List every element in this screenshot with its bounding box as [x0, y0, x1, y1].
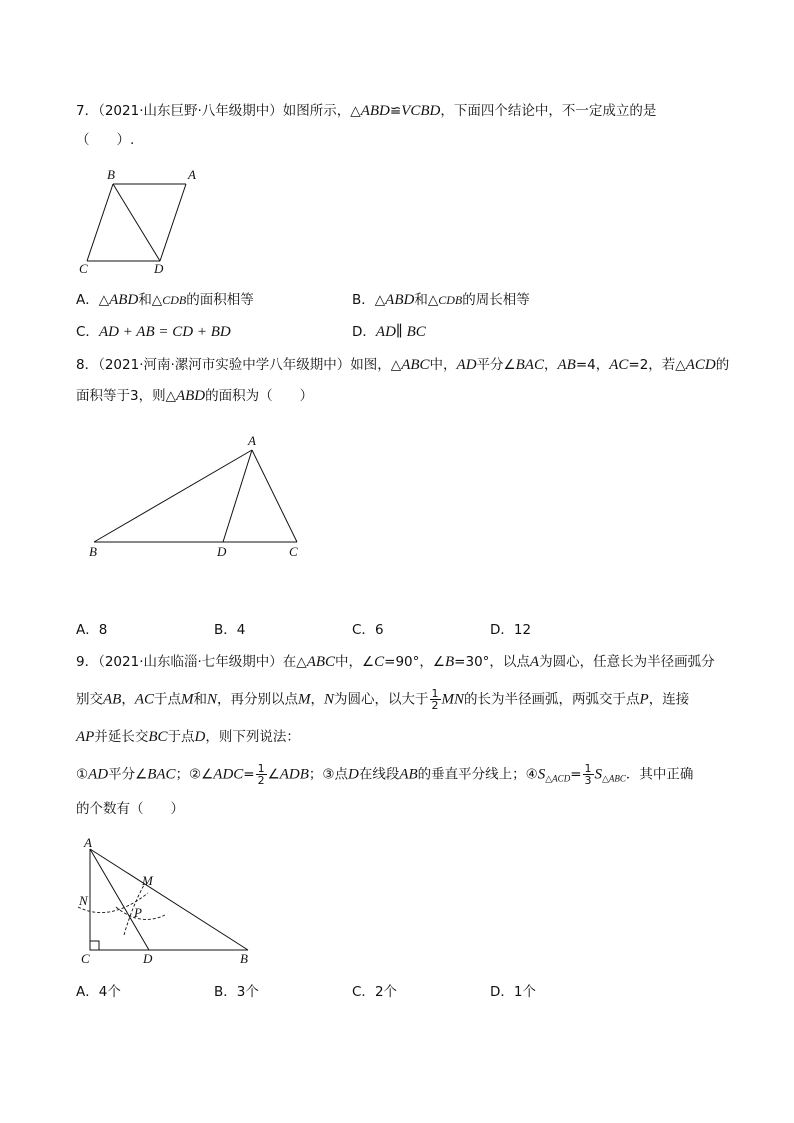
q9-seg-AB: [90, 849, 248, 950]
q9-text: 的垂直平分线上；④: [417, 766, 538, 783]
q9-text: B: [445, 654, 455, 670]
fraction-half: [256, 763, 267, 786]
option-letter: D．: [490, 622, 514, 638]
q9-text: N: [324, 691, 335, 708]
q7-label-C: C: [79, 261, 88, 276]
q7-option-a[interactable]: [76, 290, 254, 310]
q9-seg-AD: [90, 849, 149, 950]
q8-text: 的面积为（ ）: [205, 388, 314, 404]
q9-text: 在线段: [358, 766, 400, 783]
q9-text: N: [207, 691, 218, 708]
option-letter: D．: [490, 984, 514, 1000]
q8-seg-AB: [94, 450, 252, 542]
q9-text: ADB: [279, 766, 309, 783]
congruent-symbol: ≌: [389, 103, 402, 119]
q8-seg-AC: [252, 450, 297, 542]
q9-text: ，: [121, 691, 135, 708]
q9-label-C: C: [81, 951, 90, 966]
q9-text: MN: [441, 691, 465, 708]
q9-text: 中，∠: [335, 654, 375, 670]
q9-text: ABC: [306, 654, 336, 670]
q8-label-B: B: [89, 544, 97, 559]
triangle-symbol: △: [374, 292, 386, 308]
q9-text: ．其中正确: [625, 766, 694, 783]
q7-label-D: D: [154, 261, 164, 276]
q9-text: =: [570, 766, 582, 783]
q9-source: （2021·山东临淄·七年级期中）: [98, 654, 283, 670]
fraction-numerator: 1: [257, 762, 265, 775]
q8-label-D: D: [217, 544, 227, 559]
q7-label-A: A: [188, 167, 196, 182]
q9-statements-line: [76, 763, 693, 789]
option-text: CDB: [162, 293, 187, 307]
q8-text: 中，: [429, 357, 457, 373]
q7-option-d[interactable]: [352, 322, 426, 342]
q9-text: =90°，∠: [384, 654, 445, 670]
q9-stem-line5: 的个数有（ ）: [76, 801, 184, 817]
q8-abd: ABD: [175, 388, 206, 404]
q9-text: =: [243, 766, 255, 783]
option-text: 1个: [513, 984, 536, 1000]
q9-option-b[interactable]: [214, 982, 259, 1002]
q9-text: BC: [148, 729, 168, 745]
option-text: ABD: [109, 292, 139, 308]
q9-text: 别交: [76, 691, 103, 708]
q9-text: AC: [134, 691, 154, 708]
q9-text: P: [639, 691, 649, 708]
q7-paren: （ ）.: [76, 132, 135, 148]
q9-text: =30°，以点: [454, 654, 530, 670]
q9-text: A: [529, 654, 540, 670]
q8-ab: AB: [557, 357, 576, 373]
q8-option-c[interactable]: [352, 620, 384, 640]
option-text: 6: [374, 622, 384, 638]
q9-label-D: D: [143, 951, 153, 966]
q7-seg-BD: [113, 184, 160, 261]
q8-text: 的: [715, 357, 730, 373]
option-text: CDB: [438, 293, 463, 307]
q9-text: AB: [103, 691, 122, 708]
q7-figure: [70, 165, 210, 275]
q9-text: ，再分别以点: [217, 691, 299, 708]
q9-label-A: A: [84, 835, 92, 850]
option-text: 2个: [374, 984, 398, 1000]
q9-text: C: [374, 654, 385, 670]
q9-option-c[interactable]: [352, 982, 397, 1002]
q7-stem-line1: [76, 101, 656, 121]
q8-label-C: C: [289, 544, 298, 559]
q8-option-b[interactable]: [214, 620, 245, 640]
q9-figure: [70, 835, 270, 970]
q9-text: 为圆心，以大于: [334, 691, 429, 708]
q7-source: （2021·山东巨野·八年级期中）: [98, 103, 283, 119]
fraction-third: [583, 763, 594, 786]
q8-stem-line2: [76, 386, 313, 406]
q8-ac: AC: [609, 357, 629, 373]
q9-label-N: N: [79, 893, 88, 908]
fraction-half: [430, 688, 441, 711]
q9-text: ；②∠: [175, 766, 214, 783]
q9-text: AB: [399, 766, 418, 783]
q8-acd: ACD: [685, 357, 716, 373]
q9-text: 并延长交: [94, 729, 149, 745]
q7-stem-text-2: ，下面四个结论中，不一定成立的是: [440, 103, 657, 119]
q9-text: 为圆心，任意长为半径画弧分: [539, 654, 715, 670]
q7-option-b[interactable]: [352, 290, 530, 310]
q9-stem-line3: [76, 727, 300, 747]
q9-text: ；③点: [308, 766, 348, 783]
q9-label-P: P: [134, 905, 142, 920]
fraction-denominator: 2: [431, 699, 439, 712]
q9-text: ADC: [213, 766, 244, 783]
option-text: ABD: [385, 292, 415, 308]
option-text: 的周长相等: [462, 292, 530, 308]
q8-source: （2021·河南·漯河市实验中学八年级期中）: [98, 357, 351, 373]
option-letter: A．: [76, 292, 99, 308]
q9-label-M: M: [142, 873, 153, 888]
fraction-denominator: 3: [584, 774, 592, 787]
q9-option-a[interactable]: [76, 982, 121, 1002]
option-text: 8: [98, 622, 108, 638]
option-text: 12: [513, 622, 532, 638]
option-letter: B．: [214, 622, 237, 638]
q9-text: ，则下列说法：: [205, 729, 300, 745]
q7-seg-AD: [160, 184, 186, 261]
q9-text: M: [298, 691, 311, 708]
q9-option-d[interactable]: [490, 982, 536, 1002]
option-text: AD + AB = CD + BD: [98, 324, 231, 340]
option-text: 的面积相等: [186, 292, 254, 308]
q9-text: S: [594, 766, 602, 783]
option-letter: B．: [352, 292, 375, 308]
q9-stem-line1: [76, 652, 715, 672]
option-letter: C．: [76, 324, 99, 340]
fraction-denominator: 2: [257, 774, 265, 787]
q9-label-B: B: [240, 951, 248, 966]
q8-figure: [80, 430, 320, 570]
right-angle-mark: [90, 941, 99, 950]
q8-bac: BAC: [515, 357, 544, 373]
option-text: AD∥ BC: [375, 324, 426, 340]
option-text: 4个: [98, 984, 121, 1000]
q8-label-A: A: [248, 433, 256, 448]
q7-seg-BC: [87, 184, 113, 261]
q9-text: ∠: [267, 766, 280, 783]
option-letter: A．: [76, 622, 99, 638]
q9-stem-line2: [76, 688, 689, 711]
q8-stem-line1: [76, 355, 729, 375]
q9-text: BAC: [147, 766, 176, 783]
q7-vcbd: VCBD: [401, 103, 441, 119]
q9-text: 和: [193, 691, 207, 708]
option-letter: A．: [76, 984, 99, 1000]
q7-abd: ABD: [360, 103, 390, 119]
q9-text: 的长为半径画弧，两弧交于点: [464, 691, 640, 708]
q8-option-a[interactable]: [76, 620, 107, 640]
q8-text: 如图，△: [350, 357, 402, 373]
option-text: 4: [236, 622, 246, 638]
option-letter: C．: [352, 622, 375, 638]
q9-text: ①: [76, 766, 89, 783]
q9-text: 于点: [154, 691, 181, 708]
q9-text: 平分∠: [108, 766, 148, 783]
q9-text: AP: [76, 729, 95, 745]
q8-text: 面积等于3，则△: [76, 388, 176, 404]
q7-number: 7．: [76, 103, 99, 119]
option-text: 3个: [236, 984, 259, 1000]
q9-subscript: △ACD: [545, 773, 571, 784]
q9-text: ，连接: [648, 691, 690, 708]
triangle-symbol: △: [350, 103, 361, 119]
q9-text: 在△: [282, 654, 307, 670]
q8-number: 8．: [76, 357, 99, 373]
q8-text: 平分∠: [476, 357, 516, 373]
q9-text: D: [347, 766, 359, 783]
q9-text: AD: [88, 766, 109, 783]
q8-abc: ABC: [401, 357, 430, 373]
q8-text: =2，若△: [628, 357, 686, 373]
option-letter: B．: [214, 984, 237, 1000]
q8-text: =4，: [575, 357, 610, 373]
q9-subscript: △ABC: [602, 773, 626, 784]
triangle-symbol: △: [98, 292, 110, 308]
q9-text: M: [181, 691, 194, 708]
option-letter: D．: [352, 324, 376, 340]
q7-option-c[interactable]: [76, 322, 231, 342]
fraction-numerator: 1: [584, 762, 592, 775]
q7-stem-text: 如图所示，: [282, 103, 351, 119]
option-text: 和△: [414, 292, 439, 308]
q9-text: D: [194, 729, 206, 745]
q9-text: S: [537, 766, 546, 783]
q9-text: 于点: [167, 729, 195, 745]
q8-ad: AD: [456, 357, 477, 373]
q9-number: 9．: [76, 654, 99, 670]
q9-text: ，: [310, 691, 325, 708]
option-text: 和△: [138, 292, 163, 308]
fraction-numerator: 1: [431, 687, 439, 700]
option-letter: C．: [352, 984, 375, 1000]
q8-option-d[interactable]: [490, 620, 531, 640]
q8-text: ，: [543, 357, 558, 373]
q7-label-B: B: [107, 167, 115, 182]
